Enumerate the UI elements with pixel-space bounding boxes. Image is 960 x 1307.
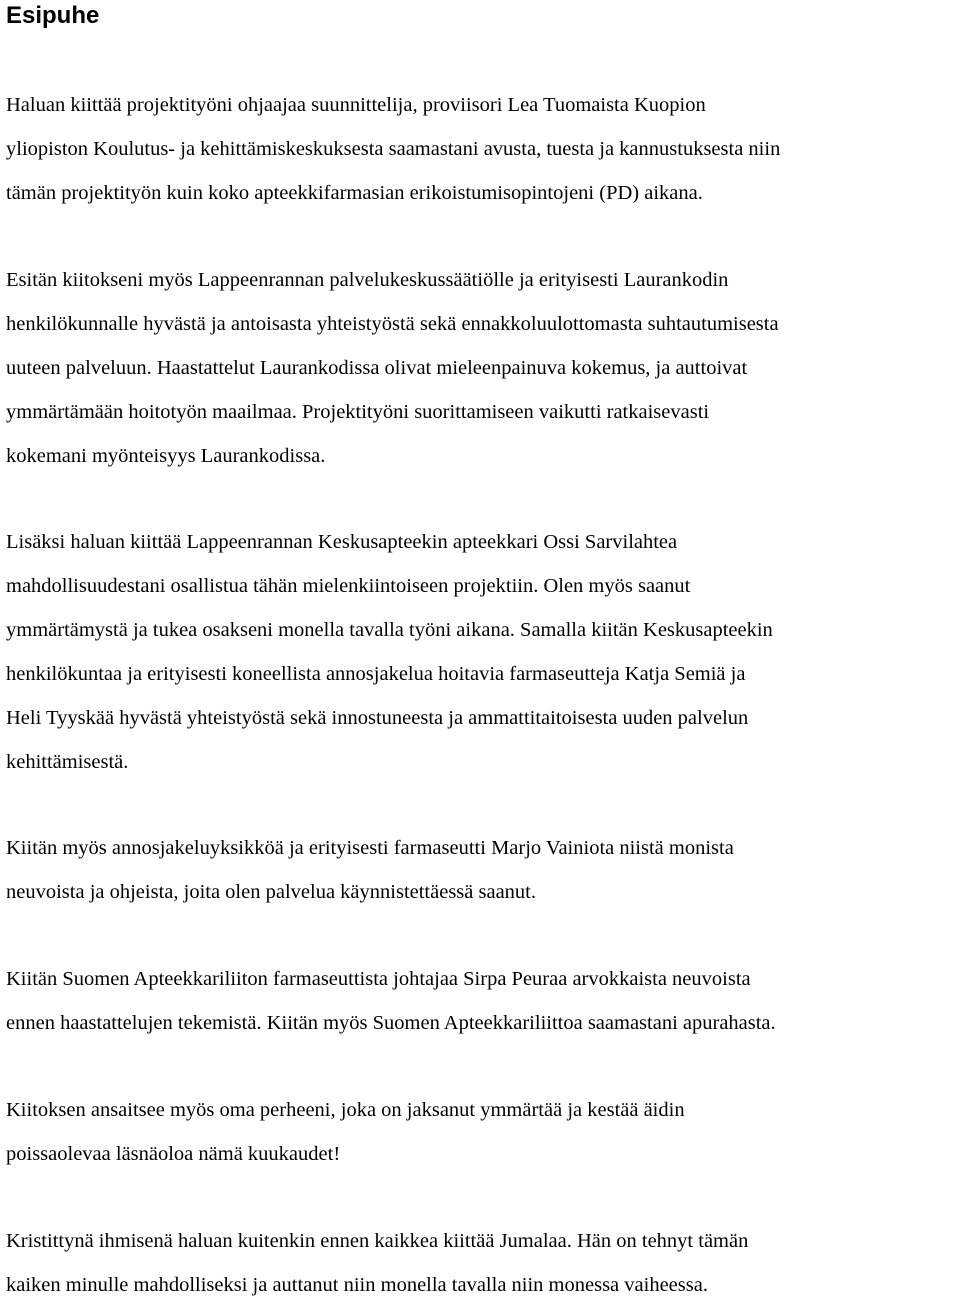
text-line: ennen haastattelujen tekemistä. Kiitän myös Suomen Apteekkariliittoa saamastani apurahasta. <box>6 1012 776 1034</box>
paragraph-closing-thanks <box>6 1219 748 1307</box>
text-line: Kristittynä ihmisenä haluan kuitenkin ennen kaikkea kiittää Jumalaa. Hän on tehnyt tämän <box>6 1230 749 1252</box>
paragraph-annosjakelu-thanks <box>6 826 734 914</box>
text-line: ymmärtämystä ja tukea osakseni monella tavalla työni aikana. Samalla kiitän Keskusapteekin <box>6 619 773 641</box>
text-line: kaiken minulle mahdolliseksi ja auttanut niin monella tavalla niin monessa vaiheessa. <box>6 1274 708 1296</box>
page-title: Esipuhe <box>6 2 100 29</box>
text-line: Esitän kiitokseni myös Lappeenrannan palvelukeskussäätiölle ja erityisesti Laurankodin <box>6 269 729 291</box>
text-line: yliopiston Koulutus- ja kehittämiskeskuksesta saamastani avusta, tuesta ja kannustuksesta niin <box>6 138 781 160</box>
text-line: Kiitoksen ansaitsee myös oma perheeni, joka on jaksanut ymmärtää ja kestää äidin <box>6 1099 685 1121</box>
paragraph-supervisor-thanks <box>6 83 780 215</box>
text-line: uuteen palveluun. Haastattelut Laurankodissa olivat mieleenpainuva kokemus, ja auttoivat <box>6 357 748 379</box>
text-line: kehittämisestä. <box>6 751 129 773</box>
paragraph-family-thanks <box>6 1088 685 1176</box>
paragraph-keskusapteekki-thanks <box>6 520 773 784</box>
text-line: poissaolevaa läsnäoloa nämä kuukaudet! <box>6 1143 341 1165</box>
text-line: tämän projektityön kuin koko apteekkifarmasian erikoistumisopintojeni (PD) aikana. <box>6 182 703 204</box>
text-line: Haluan kiittää projektityöni ohjaajaa suunnittelija, proviisori Lea Tuomaista Kuopion <box>6 94 706 116</box>
text-line: kokemani myönteisyys Laurankodissa. <box>6 445 326 467</box>
text-line: neuvoista ja ohjeista, joita olen palvelua käynnistettäessä saanut. <box>6 881 536 903</box>
text-line: Kiitän Suomen Apteekkariliiton farmaseuttista johtajaa Sirpa Peuraa arvokkaista neuvoista <box>6 968 751 990</box>
text-line: henkilökuntaa ja erityisesti koneellista annosjakelua hoitavia farmaseutteja Katja Semiä ja <box>6 663 746 685</box>
text-line: Lisäksi haluan kiittää Lappeenrannan Keskusapteekin apteekkari Ossi Sarvilahtea <box>6 531 678 553</box>
text-line: Kiitän myös annosjakeluyksikköä ja erityisesti farmaseutti Marjo Vainiota niistä monista <box>6 837 734 859</box>
text-line: mahdollisuudestani osallistua tähän mielenkiintoiseen projektiin. Olen myös saanut <box>6 575 691 597</box>
paragraph-apteekkariliitto-thanks <box>6 957 776 1045</box>
text-line: ymmärtämään hoitotyön maailmaa. Projektityöni suorittamiseen vaikutti ratkaisevasti <box>6 401 710 423</box>
paragraph-laurankoti-thanks <box>6 258 779 478</box>
text-line: Heli Tyyskää hyvästä yhteistyöstä sekä innostuneesta ja ammattitaitoisesta uuden palvelun <box>6 707 749 729</box>
text-line: henkilökunnalle hyvästä ja antoisasta yhteistyöstä sekä ennakkoluulottomasta suhtautumisesta <box>6 313 779 335</box>
